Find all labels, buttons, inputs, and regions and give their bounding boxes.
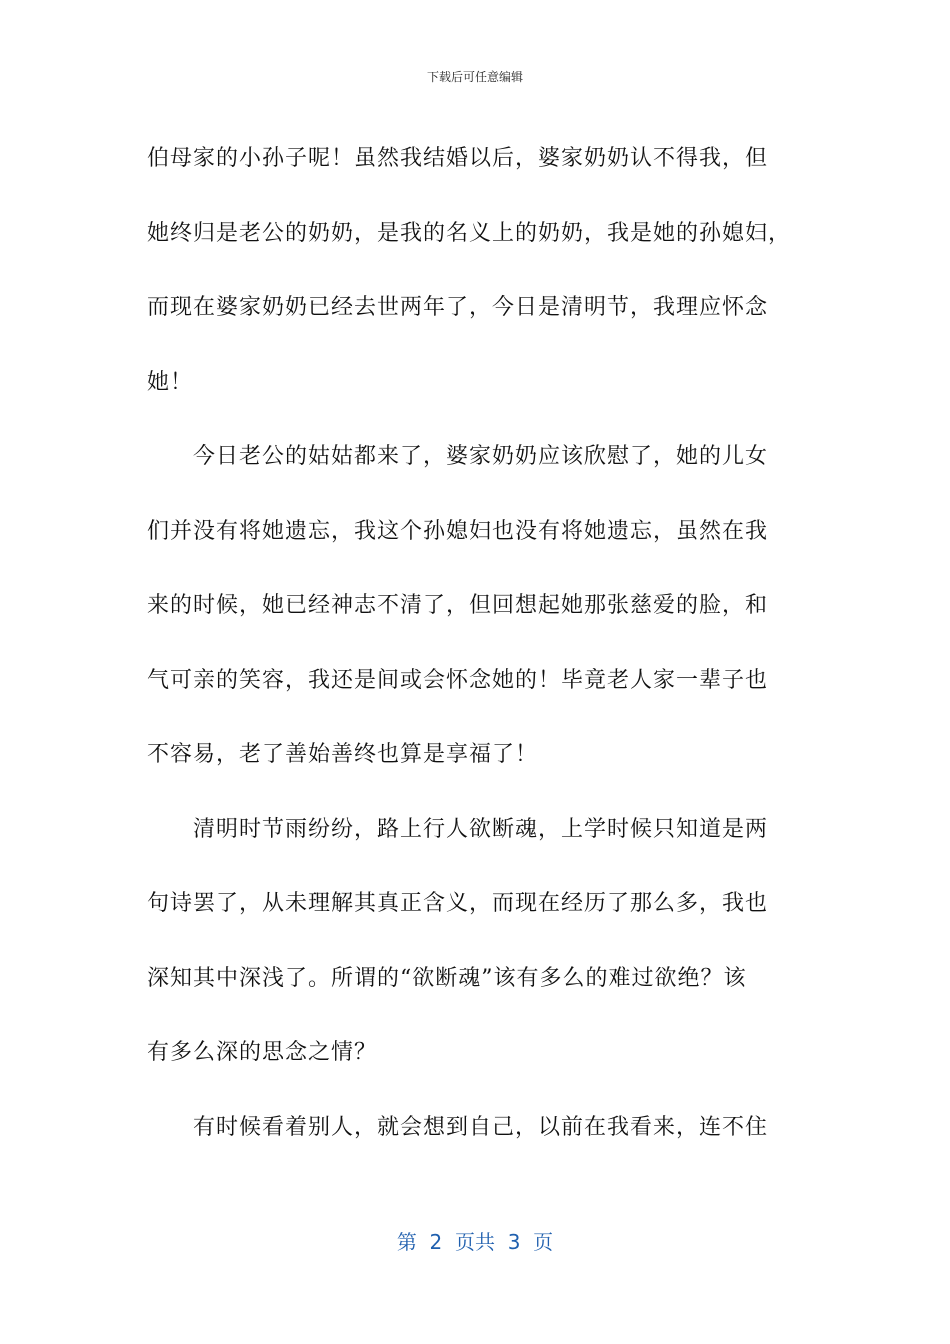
text-line: 有多么深的思念之情？ <box>147 1040 378 1065</box>
text-line: 今日老公的姑姑都来了，婆家奶奶应该欣慰了，她的儿女 <box>193 444 769 469</box>
text-line: 有时候看着别人，就会想到自己，以前在我看来，连不住 <box>193 1114 769 1140</box>
text-line: 伯母家的小孙子呢！虽然我结婚以后，婆家奶奶认不得我，但 <box>147 146 769 171</box>
document-body <box>147 122 807 1165</box>
header-note: 下载后可任意编辑 <box>426 70 523 84</box>
text-line: 来的时候，她已经神志不清了，但回想起她那张慈爱的脸，和 <box>147 593 769 618</box>
page-header <box>0 68 950 85</box>
page-number: 第 2 页共 3 页 <box>396 1230 554 1254</box>
text-line: 们并没有将她遗忘，我这个孙媳妇也没有将她遗忘，虽然在我 <box>147 518 769 544</box>
text-line: 不容易，老了善始善终也算是享福了！ <box>147 742 539 767</box>
paragraph-1 <box>147 122 807 420</box>
text-line: 清明时节雨纷纷，路上行人欲断魂，上学时候只知道是两 <box>193 816 769 842</box>
text-line: 她！ <box>147 369 194 395</box>
text-line: 而现在婆家奶奶已经去世两年了，今日是清明节，我理应怀念 <box>147 295 769 320</box>
paragraph-2 <box>147 420 807 793</box>
text-line: 气可亲的笑容，我还是间或会怀念她的！毕竟老人家一辈子也 <box>147 667 769 693</box>
paragraph-4 <box>147 1091 807 1166</box>
paragraph-3 <box>147 793 807 1091</box>
text-line: 句诗罢了，从未理解其真正含义，而现在经历了那么多，我也 <box>147 891 769 916</box>
text-line: 深知其中深浅了。所谓的“欲断魂”该有多么的难过欲绝？该 <box>147 965 747 991</box>
page-footer <box>0 1226 950 1255</box>
text-line: 她终归是老公的奶奶，是我的名义上的奶奶，我是她的孙媳妇， <box>147 220 792 246</box>
